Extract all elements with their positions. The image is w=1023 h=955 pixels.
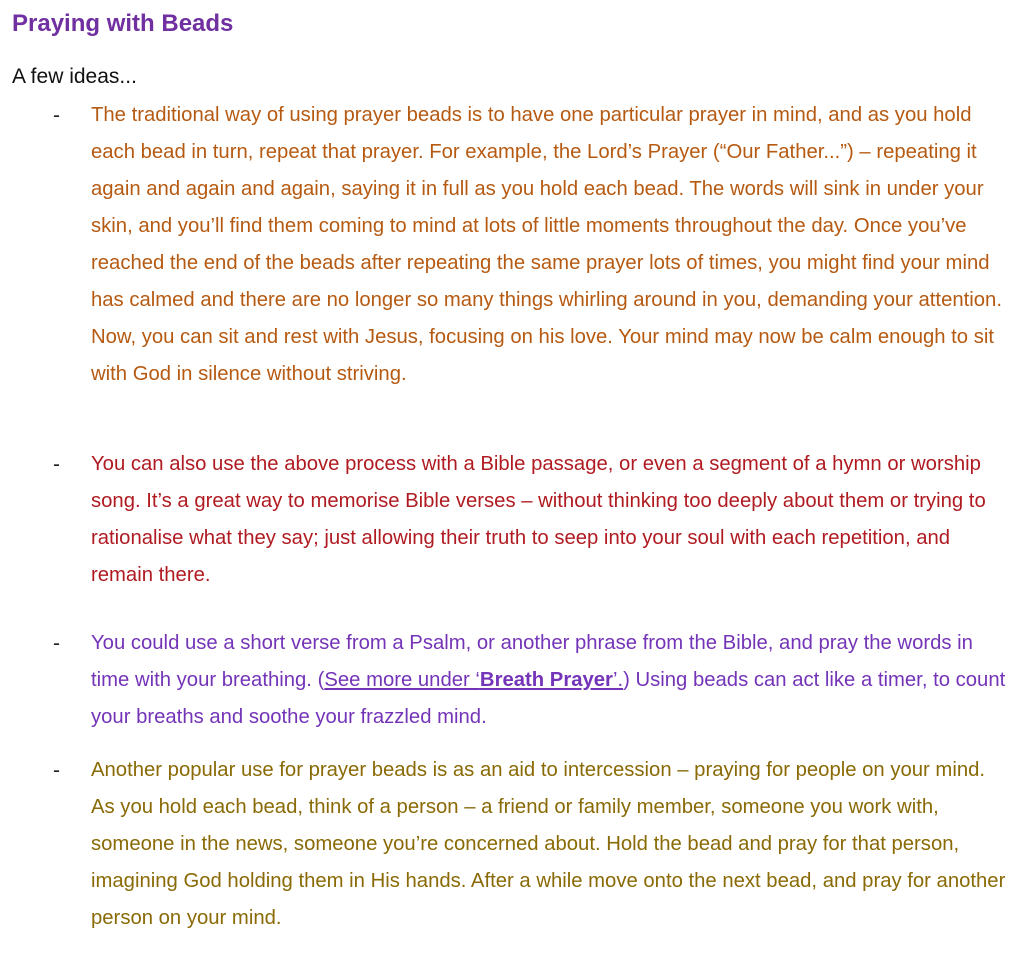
bullet-dash: - [53,104,60,127]
list-item-text [91,625,1006,736]
list-item-text: The traditional way of using prayer beads is to have one particular prayer in mind, and as you hold each bead in turn, repeat that prayer. For example, the Lord’s Prayer (“Our Father...”) – repeating it again and again and again, saying it in full as you hold each bead. The words will sink in under your skin, and you’ll find them coming to mind at lots of little moments throughout the day. Once you’ve reached the end of the beads after repeating the same prayer lots of times, you might find your mind has calmed and there are no longer so many things whirling around in you, demanding your attention. Now, you can sit and rest with Jesus, focusing on his love. Your mind may now be calm enough to sit with God in silence without striving. [91,104,1002,385]
list-item-text: You can also use the above process with a Bible passage, or even a segment of a hymn or worship song. It’s a great way to memorise Bible verses – without thinking too deeply about them or trying to rationalise what they say; just allowing their truth to seep into your soul with each repetition, and remain there. [91,453,986,586]
bullet-dash: - [53,453,60,476]
link-suffix: ’. [612,669,624,691]
link-prefix: See more under ‘ [324,669,480,691]
text-after-link: ) Using beads can act like a timer, to count your breaths and soothe your frazzled mind. [91,669,1006,728]
bullet-dash: - [53,632,60,655]
list-item [0,752,1023,942]
page-title: Praying with Beads [12,10,234,37]
list-item [0,625,1023,737]
intro-text: A few ideas... [12,65,137,88]
link-bold-text: Breath Prayer [479,669,613,691]
breath-prayer-link[interactable] [324,669,623,691]
text-before-link: You could use a short verse from a Psalm, or another phrase from the Bible, and pray the words in time with your breathing. ( [91,632,973,691]
list-item [0,97,1023,431]
list-item-text: Another popular use for prayer beads is as an aid to intercession – praying for people on your mind. As you hold each bead, think of a person – a friend or family member, someone you work with, someone in the news, someone you’re concerned about. Hold the bead and pray for that person, imagining God holding them in His hands. After a while move onto the next bead, and pray for another person on your mind. [91,759,1006,929]
bullet-dash: - [53,759,60,782]
list-item [0,446,1023,596]
